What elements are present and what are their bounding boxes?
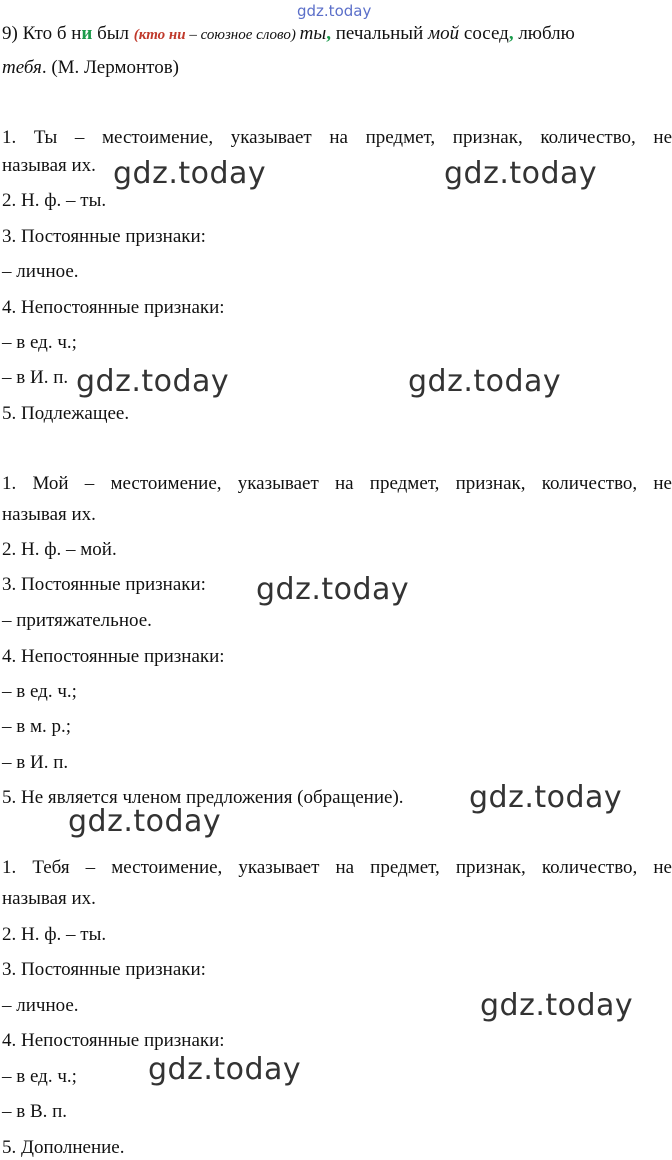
a1-line-1: 1. Ты – местоимение, указывает на предмет, признак, количество, не: [2, 127, 672, 148]
sentence-neighbor: сосед: [459, 23, 509, 44]
highlighted-letter: и: [81, 23, 93, 44]
a1-line-4: 3. Постоянные признаки:: [2, 226, 206, 247]
a1-line-8: – в И. п.: [2, 367, 69, 388]
a2-line-7: – в ед. ч.;: [2, 681, 77, 702]
a3-line-2: называя их.: [2, 888, 96, 909]
watermark: gdz.today: [256, 572, 410, 607]
header-watermark: gdz.today: [297, 2, 372, 20]
grammar-note-rest: – союзное слово): [185, 27, 300, 43]
a3-line-5: – личное.: [2, 995, 79, 1016]
sentence-author: . (М. Лермонтов): [41, 57, 179, 78]
comma-1: ,: [326, 23, 331, 44]
a2-line-8: – в м. р.;: [2, 716, 72, 737]
sentence-middle: печальный: [330, 23, 428, 44]
sentence-number: 9) Кто б н: [2, 23, 82, 44]
watermark: gdz.today: [68, 804, 222, 839]
word-you-acc: тебя: [2, 57, 42, 78]
a2-line-2: называя их.: [2, 504, 96, 525]
sentence-love: люблю: [513, 23, 575, 44]
a3-line-8: – в В. п.: [2, 1101, 68, 1122]
a2-line-1: 1. Мой – местоимение, указывает на предмет, признак, количество, не: [2, 473, 672, 494]
a3-line-3: 2. Н. ф. – ты.: [2, 924, 107, 945]
sentence-line-1: [2, 22, 672, 47]
a2-line-10: 5. Не является членом предложения (обращение).: [2, 787, 404, 808]
a1-line-3: 2. Н. ф. – ты.: [2, 190, 107, 211]
a1-line-2: называя их.: [2, 155, 96, 176]
watermark: gdz.today: [480, 988, 634, 1023]
grammar-note-word: (кто ни: [133, 27, 186, 43]
watermark: gdz.today: [469, 780, 623, 815]
a1-line-6: 4. Непостоянные признаки:: [2, 297, 225, 318]
watermark: gdz.today: [148, 1052, 302, 1087]
watermark: gdz.today: [408, 364, 562, 399]
a3-line-7: – в ед. ч.;: [2, 1066, 77, 1087]
sentence-was: был: [92, 23, 134, 44]
a2-line-4: 3. Постоянные признаки:: [2, 574, 206, 595]
watermark: gdz.today: [113, 156, 267, 191]
a3-line-6: 4. Непостоянные признаки:: [2, 1030, 225, 1051]
grammar-note: [134, 27, 300, 43]
a2-line-3: 2. Н. ф. – мой.: [2, 539, 117, 560]
a2-line-6: 4. Непостоянные признаки:: [2, 646, 225, 667]
a3-line-1: 1. Тебя – местоимение, указывает на предмет, признак, количество, не: [2, 857, 672, 878]
a1-line-5: – личное.: [2, 261, 79, 282]
sentence-line-2: [2, 56, 179, 80]
word-my: мой: [428, 23, 460, 44]
watermark: gdz.today: [444, 156, 598, 191]
watermark: gdz.today: [76, 364, 230, 399]
a2-line-9: – в И. п.: [2, 752, 69, 773]
comma-2: ,: [508, 23, 514, 44]
a3-line-9: 5. Дополнение.: [2, 1137, 125, 1158]
a1-line-9: 5. Подлежащее.: [2, 403, 130, 424]
a1-line-7: – в ед. ч.;: [2, 332, 77, 353]
a3-line-4: 3. Постоянные признаки:: [2, 959, 206, 980]
word-you: ты: [299, 23, 327, 44]
a2-line-5: – притяжательное.: [2, 610, 152, 631]
